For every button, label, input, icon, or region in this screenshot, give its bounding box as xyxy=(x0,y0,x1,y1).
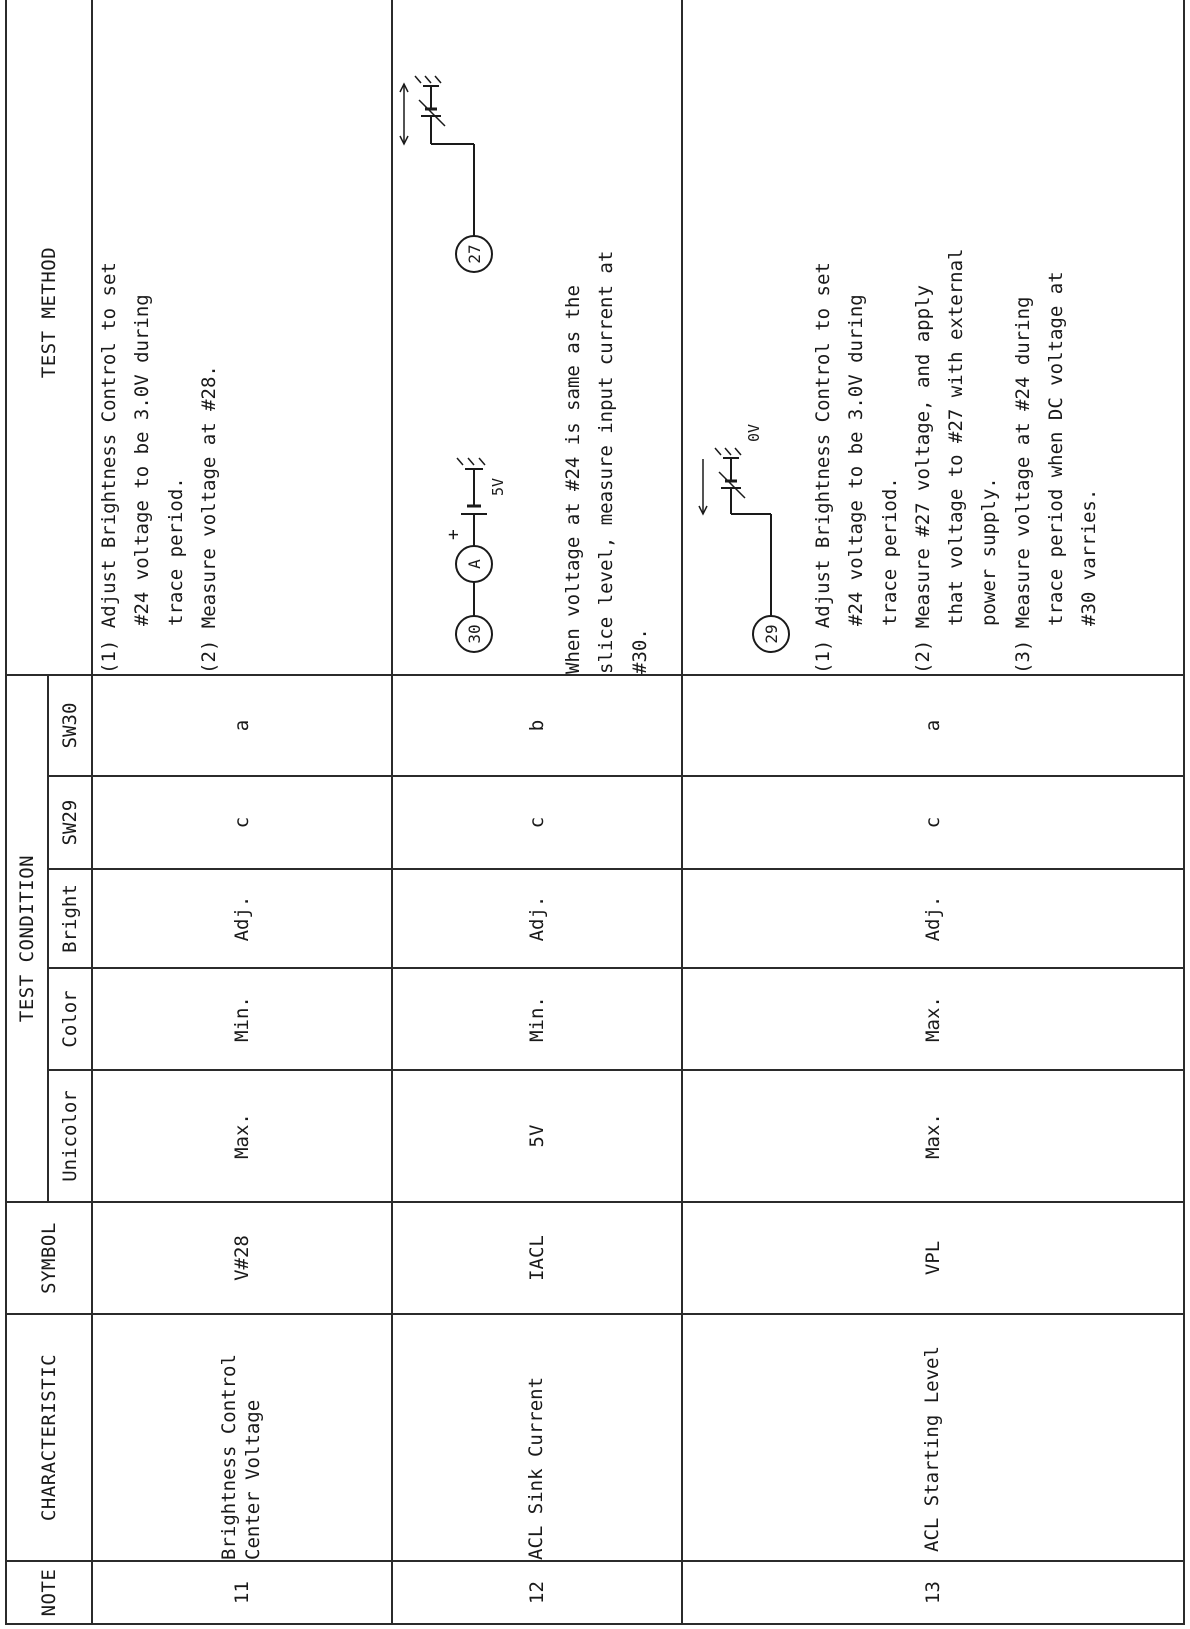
symbol-cell: V#28 xyxy=(92,1202,392,1314)
sw29-cell: c xyxy=(92,776,392,869)
header-unicolor: Unicolor xyxy=(48,1070,92,1202)
header-sw30: SW30 xyxy=(48,675,92,776)
sw30-cell: a xyxy=(682,675,1184,776)
ground-hatch xyxy=(468,458,474,465)
color-cell: Min. xyxy=(392,968,682,1070)
test-spec-table xyxy=(5,0,1185,1625)
header-row-1 xyxy=(6,0,48,1624)
sw29-cell: c xyxy=(392,776,682,869)
characteristic-line: ACL Starting Level xyxy=(921,1346,944,1552)
method-line: slice level, measure input current at xyxy=(595,250,618,674)
plus-label: + xyxy=(443,529,464,540)
method-line: (2) Measure voltage at #28. xyxy=(197,365,220,674)
table-row-11 xyxy=(92,0,392,1624)
sw29-cell: c xyxy=(682,776,1184,869)
header-symbol: SYMBOL xyxy=(6,1202,92,1314)
method-line: When voltage at #24 is same as the xyxy=(562,285,584,674)
method-line: #24 voltage to be 3.0V during xyxy=(845,294,868,626)
table-row-12 xyxy=(392,0,682,1624)
method-line: (3) Measure voltage at #24 during xyxy=(1011,296,1034,674)
acl-sink-circuit-diagram xyxy=(399,64,549,664)
method-line: power supply. xyxy=(978,477,1001,626)
header-note: NOTE xyxy=(6,1561,92,1624)
table-row-13 xyxy=(682,0,1184,1624)
unicolor-cell: 5V xyxy=(392,1070,682,1202)
method-line: trace period. xyxy=(878,477,901,626)
test-method-cell xyxy=(392,0,682,675)
test-method-cell xyxy=(92,0,392,675)
bright-cell: Adj. xyxy=(682,869,1184,968)
color-cell: Min. xyxy=(92,968,392,1070)
header-color: Color xyxy=(48,968,92,1070)
ground-hatch xyxy=(425,76,431,83)
unicolor-cell: Max. xyxy=(92,1070,392,1202)
header-characteristic: CHARACTERISTIC xyxy=(6,1314,92,1561)
ground-hatch xyxy=(479,458,485,465)
header-test-condition: TEST CONDITION xyxy=(6,675,48,1202)
characteristic-line: Center Voltage xyxy=(242,1399,264,1560)
method-line: trace period when DC voltage at xyxy=(1044,271,1067,626)
ground-hatch xyxy=(725,448,731,455)
method-line: trace period. xyxy=(164,477,187,626)
bright-cell: Adj. xyxy=(392,869,682,968)
symbol-cell: VPL xyxy=(682,1202,1184,1314)
method-line: that voltage to #27 with external xyxy=(945,248,967,626)
characteristic-line: ACL Sink Current xyxy=(525,1376,548,1560)
note-cell: 11 xyxy=(92,1561,392,1624)
method-line: (1) Adjust Brightness Control to set xyxy=(812,262,834,674)
characteristic-cell xyxy=(682,1314,1184,1561)
method-line: #30 varries. xyxy=(1078,488,1100,626)
ground-hatch xyxy=(735,448,741,455)
test-method-cell xyxy=(682,0,1184,675)
symbol-cell: IACL xyxy=(392,1202,682,1314)
sw30-cell: a xyxy=(92,675,392,776)
supply-label: 5V xyxy=(489,477,507,496)
pin-29-label: 29 xyxy=(762,624,781,644)
header-bright: Bright xyxy=(48,869,92,968)
level-label: 0V xyxy=(745,423,763,442)
unicolor-cell: Max. xyxy=(682,1070,1184,1202)
method-line: (1) Adjust Brightness Control to set xyxy=(98,262,120,674)
characteristic-cell xyxy=(392,1314,682,1561)
ground-hatch xyxy=(715,448,721,455)
ground-hatch xyxy=(435,76,441,83)
color-cell: Max. xyxy=(682,968,1184,1070)
method-line: #24 voltage to be 3.0V during xyxy=(131,294,154,626)
note-cell: 13 xyxy=(682,1561,1184,1624)
characteristic-cell xyxy=(92,1314,392,1561)
ground-hatch xyxy=(457,458,463,465)
characteristic-line: Brightness Control xyxy=(218,1354,241,1560)
bright-cell: Adj. xyxy=(92,869,392,968)
header-sw29: SW29 xyxy=(48,776,92,869)
method-line: #30. xyxy=(628,628,651,674)
note-cell: 12 xyxy=(392,1561,682,1624)
pin-27-label: 27 xyxy=(465,244,484,264)
sw30-cell: b xyxy=(392,675,682,776)
header-test-method: TEST METHOD xyxy=(6,0,92,675)
ammeter-label: A xyxy=(465,559,484,569)
acl-starting-circuit-diagram xyxy=(689,364,799,664)
ground-hatch xyxy=(415,76,421,83)
method-line: (2) Measure #27 voltage, and apply xyxy=(911,285,934,674)
pin-30-label: 30 xyxy=(465,624,484,644)
